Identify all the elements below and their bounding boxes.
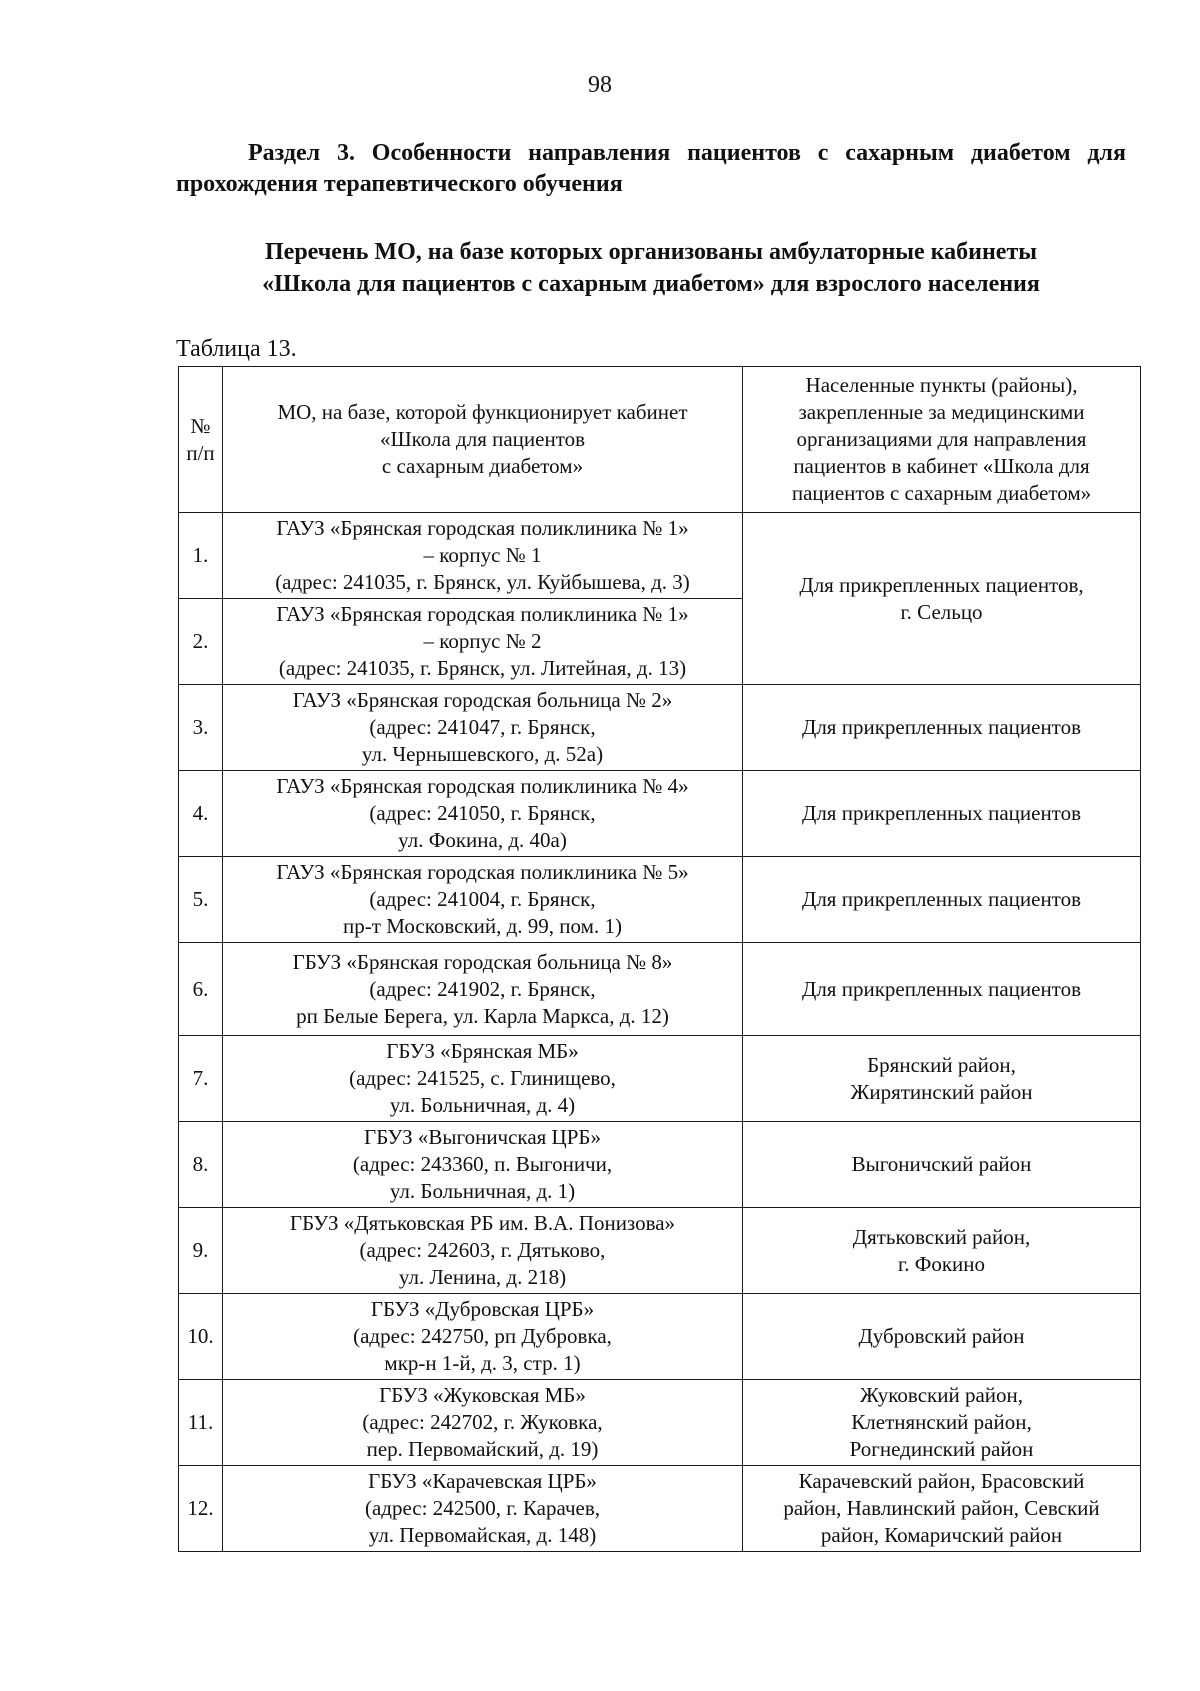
table-caption: Таблица 13. xyxy=(176,336,297,362)
row-num: 3. xyxy=(179,685,223,771)
row-areas: Для прикрепленных пациентов xyxy=(743,685,1141,771)
row-areas: Дубровский район xyxy=(743,1294,1141,1380)
table-row xyxy=(179,857,1141,943)
row-num: 10. xyxy=(179,1294,223,1380)
row-areas: Выгоничский район xyxy=(743,1122,1141,1208)
row-num: 9. xyxy=(179,1208,223,1294)
table-row xyxy=(179,1036,1141,1122)
row-num: 12. xyxy=(179,1466,223,1552)
row-mo: ГАУЗ «Брянская городская поликлиника № 1» – корпус № 1 (адрес: 241035, г. Брянск, ул. Куйбышева, д. 3) xyxy=(223,513,743,599)
list-title-line-2: «Школа для пациентов с сахарным диабетом» для взрослого населения xyxy=(262,271,1040,297)
table-row xyxy=(179,1466,1141,1552)
table-row xyxy=(179,1208,1141,1294)
row-num: 11. xyxy=(179,1380,223,1466)
row-areas: Дятьковский район, г. Фокино xyxy=(743,1208,1141,1294)
list-title xyxy=(176,236,1126,300)
row-areas: Жуковский район, Клетнянский район, Рогнединский район xyxy=(743,1380,1141,1466)
row-mo: ГБУЗ «Дубровская ЦРБ» (адрес: 242750, рп Дубровка, мкр-н 1-й, д. 3, стр. 1) xyxy=(223,1294,743,1380)
header-num: № п/п xyxy=(179,367,223,513)
table-row xyxy=(179,1122,1141,1208)
section-title xyxy=(176,138,1126,200)
row-mo: ГБУЗ «Дятьковская РБ им. В.А. Понизова» (адрес: 242603, г. Дятьково, ул. Ленина, д. 218) xyxy=(223,1208,743,1294)
table-row xyxy=(179,1380,1141,1466)
page-number: 98 xyxy=(588,72,612,98)
table-row xyxy=(179,513,1141,599)
row-areas: Брянский район, Жирятинский район xyxy=(743,1036,1141,1122)
header-mo: МО, на базе, которой функционирует кабинет «Школа для пациентов с сахарным диабетом» xyxy=(223,367,743,513)
row-num: 6. xyxy=(179,943,223,1036)
row-mo: ГБУЗ «Брянская городская больница № 8» (адрес: 241902, г. Брянск, рп Белые Берега, ул. Карла Маркса, д. 12) xyxy=(223,943,743,1036)
row-areas: Для прикрепленных пациентов xyxy=(743,943,1141,1036)
row-mo: ГАУЗ «Брянская городская поликлиника № 4» (адрес: 241050, г. Брянск, ул. Фокина, д. 40а) xyxy=(223,771,743,857)
list-title-line-1: Перечень МО, на базе которых организованы амбулаторные кабинеты xyxy=(265,239,1037,265)
row-num: 8. xyxy=(179,1122,223,1208)
row-areas: Для прикрепленных пациентов, г. Сельцо xyxy=(743,513,1141,685)
table-row xyxy=(179,1294,1141,1380)
row-num: 7. xyxy=(179,1036,223,1122)
row-mo: ГАУЗ «Брянская городская поликлиника № 1» – корпус № 2 (адрес: 241035, г. Брянск, ул. Литейная, д. 13) xyxy=(223,599,743,685)
row-areas: Для прикрепленных пациентов xyxy=(743,857,1141,943)
row-areas: Карачевский район, Брасовский район, Навлинский район, Севский район, Комаричский район xyxy=(743,1466,1141,1552)
header-areas: Населенные пункты (районы), закрепленные за медицинскими организациями для направления пациентов в кабинет «Школа для пациентов с сахарным диабетом» xyxy=(743,367,1141,513)
table-row xyxy=(179,943,1141,1036)
row-mo: ГБУЗ «Выгоничская ЦРБ» (адрес: 243360, п. Выгоничи, ул. Больничная, д. 1) xyxy=(223,1122,743,1208)
row-mo: ГАУЗ «Брянская городская больница № 2» (адрес: 241047, г. Брянск, ул. Чернышевского, д. 52а) xyxy=(223,685,743,771)
row-mo: ГАУЗ «Брянская городская поликлиника № 5» (адрес: 241004, г. Брянск, пр-т Московский, д. 99, пом. 1) xyxy=(223,857,743,943)
row-mo: ГБУЗ «Карачевская ЦРБ» (адрес: 242500, г. Карачев, ул. Первомайская, д. 148) xyxy=(223,1466,743,1552)
section-title-text: Раздел 3. Особенности направления пациентов с сахарным диабетом для прохождения терапевтического обучения xyxy=(176,140,1126,197)
row-num: 4. xyxy=(179,771,223,857)
row-mo: ГБУЗ «Жуковская МБ» (адрес: 242702, г. Жуковка, пер. Первомайский, д. 19) xyxy=(223,1380,743,1466)
mo-table xyxy=(178,366,1141,1552)
table-header-row xyxy=(179,367,1141,513)
row-num: 1. xyxy=(179,513,223,599)
table-row xyxy=(179,685,1141,771)
table-row xyxy=(179,771,1141,857)
row-mo: ГБУЗ «Брянская МБ» (адрес: 241525, с. Глинищево, ул. Больничная, д. 4) xyxy=(223,1036,743,1122)
row-num: 2. xyxy=(179,599,223,685)
row-areas: Для прикрепленных пациентов xyxy=(743,771,1141,857)
row-num: 5. xyxy=(179,857,223,943)
